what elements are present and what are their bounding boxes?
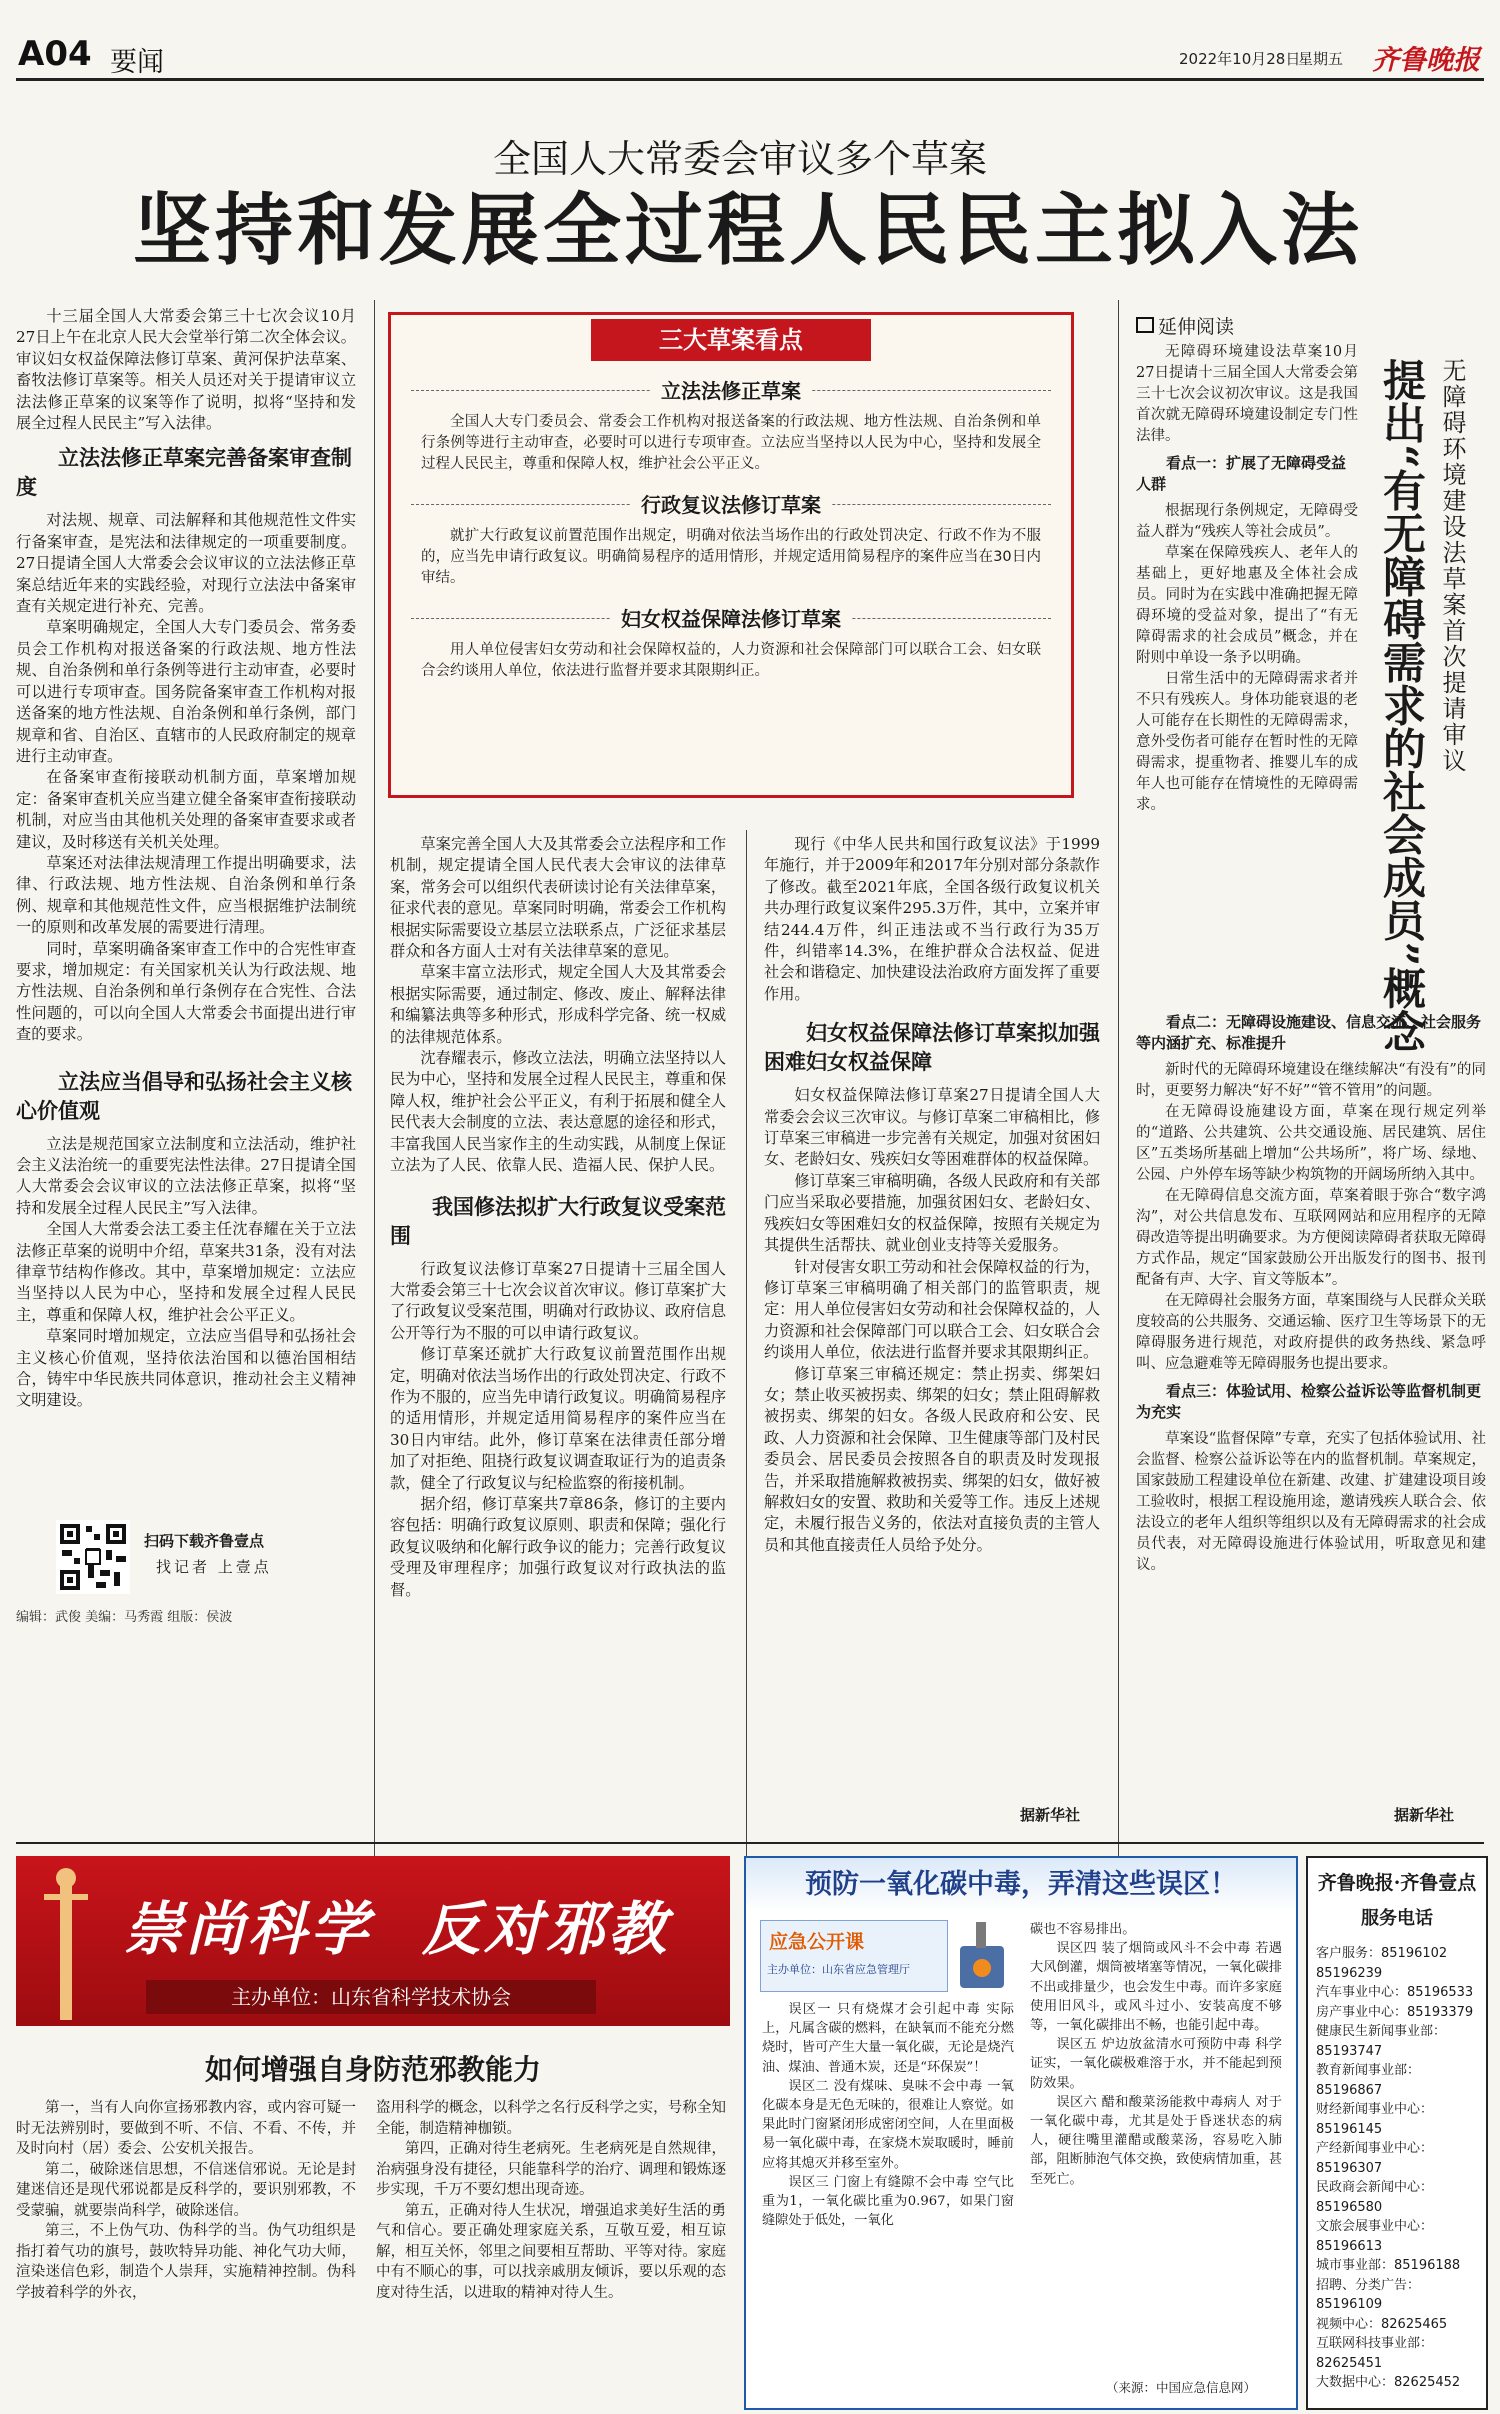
highlight-3-title: 妇女权益保障法修订草案 — [391, 603, 1071, 632]
paragraph: 第一，当有人向你宣扬邪教内容，或内容可疑一时无法辨别时，要做到不听、不信、不看、不传，并及时向村（居）委会、公安机关报告。 — [16, 2100, 356, 2157]
highlight-1-text: 全国人大专门委员会、常委会工作机构对报送备案的行政法规、地方性法规、自治条例和单行条例等进行主动审查，必要时可以进行专项审查。立法应当坚持以人民为中心，坚持和发展全过程人民民主，尊重和保障人权，维护社会公平正义。 — [421, 414, 1041, 472]
ad-section-rule — [16, 1842, 1484, 1844]
paragraph: 草案明确规定，全国人大专门委员会、常务委员会工作机构对报送备案的行政法规、地方性法规、自治条例和单行条例等进行主动审查，必要时可以进行专项审查。国务院备案审查工作机构对报送备案的地方性法规、自治条例和单行条例，部门规章和省、自治区、直辖市的人民政府制定的规章进行主动审查。 — [16, 618, 356, 765]
column-3-body-2 — [764, 1085, 1100, 1556]
banner-slogan-2: 反对邪教 — [422, 1895, 671, 1963]
subhead-3: 我国修法拟扩大行政复议受案范围 — [390, 1194, 726, 1248]
paragraph: 草案完善全国人大及其常委会立法程序和工作机制，规定提请全国人民代表大会审议的法律草案，常务会可以组织代表研读讨论有关法律草案，征求代表的意见。草案同时明确，常委会工作机构根据实际需要设立基层立法联系点，广泛征求基层群众和各方面人士对有关法律草案的意见。 — [390, 835, 726, 961]
point-1-body — [1136, 501, 1358, 816]
column-3-body-1 — [764, 834, 1100, 1005]
point-2-body — [1136, 1060, 1486, 1375]
paragraph: 在无障碍社会服务方面，草案围绕与人民群众关联度较高的公共服务、交通运输、医疗卫生等场景下的无障碍服务进行规范，对政府提供的政务热线、紧急呼叫、应急避难等无障碍服务也提出要求。 — [1136, 1293, 1486, 1372]
paragraph: 草案设“监督保障”专章，充实了包括体验试用、社会监督、检察公益诉讼等在内的监督机制。草案规定，国家鼓励工程建设单位在新建、改建、扩建建设项目竣工验收时，根据工程设施用途，邀请残疾人联合会、依法设立的老年人组织等组织以及有无障碍需求的社会成员代表，对无障碍设施进行体验试用，听取意见和建议。 — [1136, 1431, 1486, 1573]
col4-upper-text — [1136, 342, 1358, 816]
paragraph: 误区三 门窗上有缝隙不会中毒 空气比重为1，一氧化碳比重为0.967，如果门窗缝隙处于低处，一氧化 — [762, 2174, 1014, 2229]
service-row: 产经新闻事业中心：85196307 — [1316, 2141, 1434, 2176]
paragraph: 草案还对法律法规清理工作提出明确要求，法律、行政法规、地方性法规、自治条例和单行条例、规章和其他规范性文件，应当根据维护法制统一的原则和改革发展的需要进行清理。 — [16, 853, 356, 937]
service-row: 文旅会展事业中心：85196613 — [1316, 2219, 1434, 2254]
science-ad-banner — [16, 1856, 730, 2026]
col4-headline: 提出“有无障碍需求的社会成员”概念 — [1376, 358, 1426, 1053]
service-row: 大数据中心：82625452 — [1316, 2375, 1461, 2390]
lead-headline: 坚持和发展全过程人民民主拟入法 — [132, 185, 1363, 276]
column-2-body-1 — [390, 834, 726, 1177]
paragraph: 根据现行条例规定，无障碍受益人群为“残疾人等社会成员”。 — [1136, 503, 1358, 540]
col4-lower-text — [1136, 1012, 1486, 1576]
section-2-body — [16, 1134, 356, 1412]
co-ad-title: 预防一氧化碳中毒，弄清这些误区！ — [746, 1858, 1296, 1912]
point-1-title: 看点一：扩展了无障碍受益人群 — [1136, 454, 1347, 493]
paragraph: 全国人大常委会法工委主任沈春耀在关于立法法修正草案的说明中介绍，草案共31条，没有对法律章节结构作修改。其中，草案增加规定：立法应当坚持以人民为中心，坚持和发展全过程人民民主，尊重和保障人权，维护社会公平正义。 — [16, 1220, 356, 1324]
page-header — [0, 0, 1500, 80]
co-ad-right-text — [1030, 1920, 1282, 2189]
brand-logo: 齐鲁晚报 — [1372, 45, 1480, 76]
point-3-title: 看点三：体验试用、检察公益诉讼等监督机制更为充实 — [1136, 1382, 1482, 1421]
book-icon — [1136, 317, 1154, 333]
highlights-box-title: 三大草案看点 — [591, 319, 871, 361]
service-row: 房产事业中心：85193379 — [1316, 2004, 1474, 2020]
paragraph: 修订草案三审稿还规定：禁止拐卖、绑架妇女；禁止收买被拐卖、绑架的妇女；禁止阻碍解救被拐卖、绑架的妇女。各级人民政府和公安、民政、人力资源和社会保障、卫生健康等部门及村民委员会、居民委员会按照各自的职责及时发现报告，并采取措施解救被拐卖、绑架的妇女，做好被解救妇女的安置、救助和关爱等工作。违反上述规定，未履行报告义务的，依法对直接负责的主管人员和其他直接责任人员给予处分。 — [764, 1364, 1100, 1554]
col4-intro: 无障碍环境建设法草案10月27日提请十三届全国人大常委会第三十七次会议初次审议。这是我国首次就无障碍环境建设制定专门性法律。 — [1136, 344, 1358, 444]
article-intro: 十三届全国人大常委会第三十七次会议10月27日上午在北京人民大会堂举行第二次全体会议。审议妇女权益保障法修订草案、黄河保护法草案、畜牧法修订草案等。相关人员还对关于提请审议立法法修正草案的议案等作了说明，拟将“坚持和发展全过程人民民主”写入法律。 — [16, 307, 356, 433]
page-code: A04 — [18, 34, 92, 74]
paragraph: 误区一 只有烧煤才会引起中毒 实际上，凡属含碳的燃料，在缺氧而不能充分燃烧时，皆可产生大量一氧化碳，无论是烧汽油、煤油、普通木炭，还是“环保炭”！ — [762, 2002, 1014, 2075]
paragraph: 碳也不容易排出。 — [1030, 1922, 1136, 1937]
paragraph: 日常生活中的无障碍需求者并不只有残疾人。身体功能衰退的老人可能存在长期性的无障碍需求，意外受伤者可能存在暂时性的无障碍需求，提重物者、推婴儿车的成年人也可能存在情境性的无障碍需求。 — [1136, 671, 1358, 813]
service-row: 客户服务：85196102 85196239 — [1316, 1946, 1448, 1981]
subhead-1: 立法法修正草案完善备案审查制度 — [16, 446, 352, 500]
paragraph: 第三，不上伪气功、伪科学的当。伪气功组织是指打着气功的旗号，鼓吹特异功能、神化气功大师，渲染迷信色彩，制造个人崇拜，实施精神控制。伪科学披着科学的外衣， — [16, 2223, 356, 2301]
paragraph: 修订草案还就扩大行政复议前置范围作出规定，明确对依法当场作出的行政处罚决定、行政不作为不服的，应当先申请行政复议。明确简易程序的适用情形，并规定适用简易程序的案件应当在30日内审结。此外，修订草案在法律责任部分增加了对拒绝、阻挠行政复议调查取证行为的追责条款，健全了行政复议与纪检监察的衔接机制。 — [390, 1345, 726, 1492]
paragraph: 新时代的无障碍环境建设在继续解决“有没有”的同时，更要努力解决“好不好”“管不管用”的问题。 — [1136, 1062, 1486, 1099]
science-ad-left-text — [16, 2098, 356, 2303]
service-row: 健康民生新闻事业部：85193747 — [1316, 2024, 1447, 2059]
point-3-body — [1136, 1429, 1486, 1576]
paragraph: 误区六 醋和酸菜汤能救中毒病人 对于一氧化碳中毒，尤其是处于昏迷状态的病人，硬往嘴里灌醋或酸菜汤，容易吃入肺部，阻断肺泡气体交换，致使病情加重，甚至死亡。 — [1030, 2094, 1282, 2187]
col4-kicker: 无障碍环境建设法草案首次提请审议 — [1438, 358, 1466, 774]
highlight-1-title: 立法法修正草案 — [391, 375, 1071, 404]
paragraph: 对法规、规章、司法解释和其他规范性文件实行备案审查，是宪法和法律规定的一项重要制度。27日提请全国人大常委会会议审议的立法法修正草案总结近年来的实践经验，对现行立法法中备案审查有关规定进行补充、完善。 — [16, 511, 356, 616]
paragraph: 草案在保障残疾人、老年人的基础上，更好地惠及全体社会成员。同时为在实践中准确把握无障碍环境的受益对象，提出了“有无障碍需求的社会成员”概念，并在附则中单设一条予以明确。 — [1136, 545, 1358, 666]
highlights-box — [388, 312, 1074, 798]
service-subtitle: 服务电话 — [1361, 1908, 1433, 1929]
paragraph: 在备案审查衔接联动机制方面，草案增加规定：备案审查机关应当建立健全备案审查衔接联动机制，对应当由其他机关处理的备案审查要求或者建议，及时移送有关机关处理。 — [16, 768, 356, 851]
paragraph: 妇女权益保障法修订草案27日提请全国人大常委会会议三次审议。与修订草案二审稿相比，修订草案三审稿进一步完善有关规定，加强对贫困妇女、老龄妇女、残疾妇女等困难群体的权益保障。 — [764, 1086, 1100, 1169]
co-ad-source: （来源：中国应急信息网） — [1106, 2380, 1257, 2395]
service-row: 招聘、分类广告：85196109 — [1316, 2277, 1421, 2312]
service-row: 视频中心：82625465 — [1316, 2316, 1448, 2332]
science-ad-right-text — [376, 2098, 726, 2303]
service-row: 教育新闻事业部：85196867 — [1316, 2063, 1421, 2098]
highlight-2-text: 就扩大行政复议前置范围作出规定，明确对依法当场作出的行政处罚决定、行政不作为不服的，应当先申请行政复议。明确简易程序的适用情形，并规定适用简易程序的案件应当在30日内审结。 — [421, 528, 1041, 586]
service-phone-box — [1306, 1856, 1488, 2410]
highlight-3-text: 用人单位侵害妇女劳动和社会保障权益的，人力资源和社会保障部门可以联合工会、妇女联合会约谈用人单位，依法进行监督并要求其限期纠正。 — [421, 642, 1041, 679]
paragraph: 误区五 炉边放盆清水可预防中毒 科学证实，一氧化碳极难溶于水，并不能起到预防效果。 — [1030, 2037, 1282, 2091]
paragraph: 第五，正确对待人生状况，增强追求美好生活的勇气和信心。要正确处理家庭关系，互敬互爱，相互谅解，相互关怀，邻里之间要相互帮助、平等对待。家庭中有不顺心的事，可以找亲戚朋友倾诉，要以乐观的态度对待生活，以进取的精神对待人生。 — [376, 2202, 726, 2301]
column-divider — [746, 830, 747, 1860]
lead-kicker: 全国人大常委会审议多个草案 — [492, 137, 987, 181]
service-row: 城市事业部：85196188 — [1316, 2258, 1461, 2273]
paragraph: 第四，正确对待生老病死。生老病死是自然规律，治病强身没有捷径，只能靠科学的治疗、调理和锻炼逐步实现，千万不要幻想出现奇迹。 — [376, 2141, 726, 2198]
service-brand: 齐鲁晚报·齐鲁壹点 — [1317, 1872, 1477, 1894]
page-credits: 编辑：武俊 美编：马秀霞 组版：侯波 — [16, 1610, 233, 1625]
subhead-2: 立法应当倡导和弘扬社会主义核心价值观 — [16, 1069, 352, 1123]
paragraph: 沈春耀表示，修改立法法，明确立法坚持以人民为中心，坚持和发展全过程人民民主，尊重和保障人权，维护社会公平正义，有利于拓展和健全人民代表大会制度的立法、表达意愿的途径和形式，丰富我国人民当家作主的生动实践，从制度上保证立法为了人民、依靠人民、造福人民、保护人民。 — [390, 1049, 726, 1175]
badge-title: 应急公开课 — [769, 1931, 865, 1953]
co-ad-left-text — [762, 2000, 1014, 2230]
service-row: 民政商会新闻中心：85196580 — [1316, 2180, 1434, 2215]
issue-weekday: 星期五 — [1298, 50, 1344, 68]
column-2-body-2 — [390, 1259, 726, 1602]
service-row: 汽车事业中心：85196533 — [1316, 1985, 1474, 2000]
point-2-title: 看点二：无障碍设施建设、信息交流、社会服务等内涵扩充、标准提升 — [1136, 1013, 1482, 1052]
paragraph: 现行《中华人民共和国行政复议法》于1999年施行，并于2009年和2017年分别对部分条款作了修改。截至2021年底，全国各级行政复议机关共办理行政复议案件295.3万件，其中，立案并审结244.4万件，纠正违法或不当行政行为35万件，纠错率14.3%，在维护群众合法权益、促进社会和谐稳定、加快建设法治政府方面发挥了重要作用。 — [764, 835, 1100, 1003]
highlight-2-title: 行政复议法修订草案 — [391, 489, 1071, 518]
science-ad — [16, 1856, 730, 2406]
paragraph: 据介绍，修订草案共7章86条，修订的主要内容包括：明确行政复议原则、职责和保障；强化行政复议吸纳和化解行政争议的能力；完善行政复议受理及审理程序；加强行政复议对行政执法的监督。 — [390, 1494, 726, 1599]
paragraph: 盗用科学的概念，以科学之名行反科学之实，号称全知全能，制造精神枷锁。 — [376, 2100, 726, 2137]
service-row: 财经新闻事业中心：85196145 — [1316, 2102, 1434, 2137]
stove-icon — [952, 1916, 1018, 1992]
subhead-4: 妇女权益保障法修订草案拟加强困难妇女权益保障 — [764, 1021, 1100, 1075]
column-2 — [390, 834, 726, 1601]
source-credit: 据新华社 — [1394, 1806, 1455, 1824]
issue-date: 2022年10月28日 — [1179, 50, 1301, 68]
column-divider — [1118, 300, 1119, 1860]
qr-title: 扫码下载齐鲁壹点 — [144, 1532, 265, 1550]
badge-host: 主办单位：山东省应急管理厅 — [767, 1963, 910, 1976]
qr-subtitle: 找记者 上壹点 — [156, 1558, 272, 1576]
science-ad-title: 如何增强自身防范邪教能力 — [204, 2053, 541, 2086]
qr-block — [16, 1520, 356, 1630]
co-safety-ad — [744, 1856, 1298, 2410]
paragraph: 在无障碍设施建设方面，草案在现行规定列举的“道路、公共建筑、公共交通设施、居民建筑、居住区”五类场所基础上增加“公共场所”，将广场、绿地、公园、户外停车场等缺少构筑物的开阔场所纳入其中。 — [1136, 1104, 1486, 1183]
service-list — [1316, 1944, 1482, 2393]
column-4 — [1136, 312, 1486, 1842]
paragraph: 误区四 装了烟筒或风斗不会中毒 若遇大风倒灌，烟筒被堵塞等情况，一氧化碳排不出或排量少，也会发生中毒。而许多家庭使用旧风斗，或风斗过小、安装高度不够等，一氧化碳排出不畅，也能引起中毒。 — [1030, 1941, 1282, 2034]
huabiao-pillar-icon — [34, 1864, 98, 2020]
qr-code-icon[interactable] — [56, 1520, 130, 1594]
paragraph: 第二，破除迷信思想，不信迷信邪说。无论是封建迷信还是现代邪说都是反科学的，要识别邪教，不受蒙骗，就要崇尚科学，破除迷信。 — [16, 2161, 356, 2219]
paragraph: 草案同时增加规定，立法应当倡导和弘扬社会主义核心价值观，坚持依法治国和以德治国相结合，铸牢中华民族共同体意识，推动社会主义精神文明建设。 — [16, 1327, 356, 1410]
paragraph: 行政复议法修订草案27日提请十三届全国人大常委会第三十七次会议首次审议。修订草案扩大了行政复议受案范围，明确对行政协议、政府信息公开等行为不服的可以申请行政复议。 — [390, 1259, 726, 1342]
service-row: 互联网科技事业部：82625451 — [1316, 2336, 1434, 2371]
header-rule — [16, 78, 1484, 81]
paragraph: 在无障碍信息交流方面，草案着眼于弥合“数字鸿沟”，对公共信息发布、互联网网站和应用程序的无障碍改造等提出明确要求。为方便阅读障碍者获取无障碍方式作品，规定“国家鼓励公开出版发行的图书、报刊配备有声、大字、盲文等版本”。 — [1136, 1188, 1486, 1288]
section-1-body — [16, 510, 356, 1045]
paragraph: 同时，草案明确备案审查工作中的合宪性审查要求，增加规定：有关国家机关认为行政法规、地方性法规、自治条例和单行条例存在合宪性、合法性问题的，可以向全国人大常委会书面提出进行审查的要求。 — [16, 939, 356, 1044]
banner-slogan-1: 崇尚科学 — [124, 1895, 373, 1963]
source-credit: 据新华社 — [1020, 1806, 1081, 1824]
extended-reading-label: 延伸阅读 — [1136, 312, 1234, 339]
ad-host: 主办单位：山东省科学技术协会 — [146, 1980, 596, 2014]
co-ad-badge — [760, 1920, 948, 1992]
column-3 — [764, 834, 1100, 1556]
section-name: 要闻 — [110, 47, 164, 78]
paragraph: 误区二 没有煤味、臭味不会中毒 一氧化碳本身是无色无味的，很难让人察觉。如果此时门窗紧闭形成密闭空间，人在里面极易一氧化碳中毒，在家烧木炭取暖时，睡前应将其熄灭并移至室外。 — [762, 2078, 1014, 2171]
column-1 — [16, 306, 356, 1412]
paragraph: 草案丰富立法形式，规定全国人大及其常委会根据实际需要，通过制定、修改、废止、解释法律和编纂法典等多种形式，形成科学完备、统一权威的法律规范体系。 — [390, 963, 726, 1046]
paragraph: 修订草案三审稿明确，各级人民政府和有关部门应当采取必要措施，加强贫困妇女、老龄妇女、残疾妇女等困难妇女的权益保障，按照有关规定为其提供生活帮扶、就业创业支持等关爱服务。 — [764, 1171, 1100, 1255]
column-divider — [374, 300, 375, 1860]
paragraph: 针对侵害女职工劳动和社会保障权益的行为，修订草案三审稿明确了相关部门的监管职责，规定：用人单位侵害妇女劳动和社会保障权益的，人力资源和社会保障部门可以联合工会、妇女联合会约谈用人单位，依法进行监督并要求其限期纠正。 — [764, 1257, 1100, 1362]
paragraph: 立法是规范国家立法制度和立法活动，维护社会主义法治统一的重要宪法性法律。27日提请全国人大常委会会议审议的立法法修正草案，拟将“坚持和发展全过程人民民主”写入法律。 — [16, 1134, 356, 1217]
